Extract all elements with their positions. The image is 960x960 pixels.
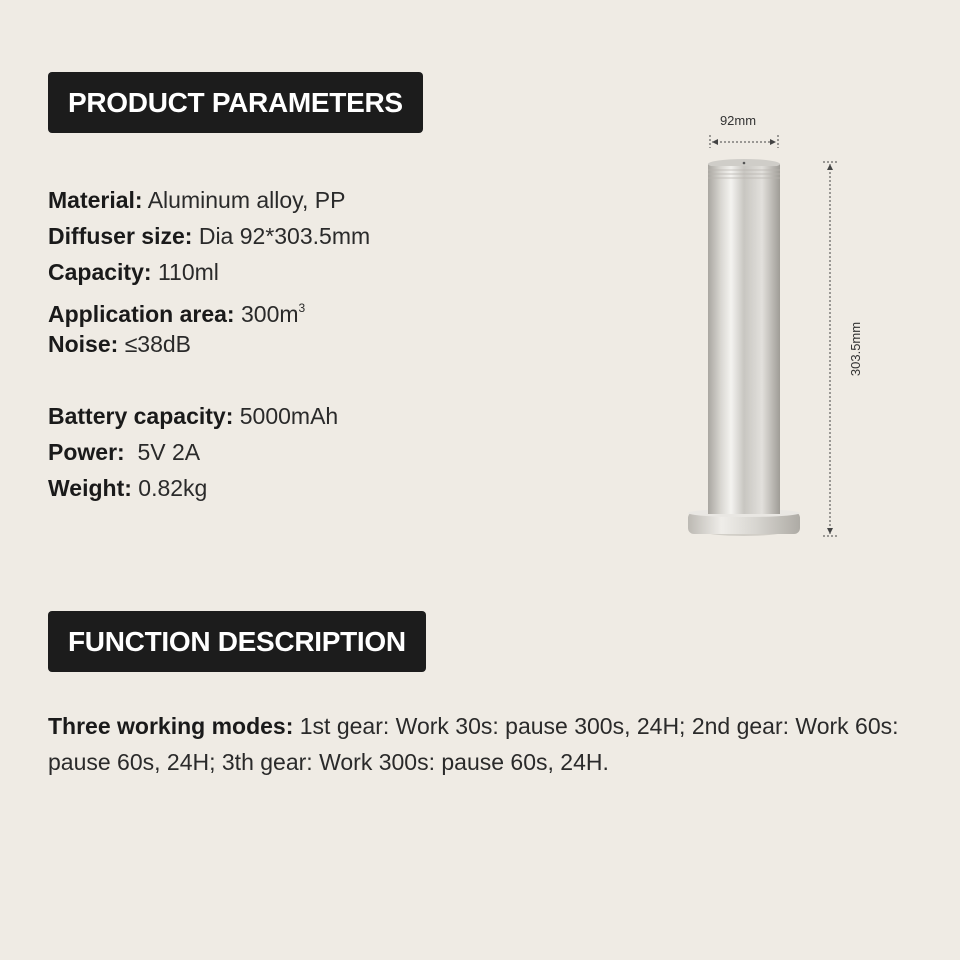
spec-row-material — [48, 182, 370, 218]
spec-row-weight — [48, 470, 370, 506]
diffuser-body — [688, 159, 800, 536]
modes-text: 1st gear: Work 30s: pause 300s, 24H; 2nd gear: Work 60s: pause 60s, 24H; 3th gear: Work 300s: pause 60s, 24H. — [48, 713, 899, 775]
spec-value: 5000mAh — [239, 403, 339, 429]
spec-label: Power: — [48, 439, 125, 465]
spec-label: Application area: — [48, 301, 235, 327]
spec-value: 110ml — [157, 259, 219, 285]
modes-label: Three working modes: — [48, 713, 294, 739]
spec-value-text: 300m — [241, 301, 299, 327]
product-parameters-heading: PRODUCT PARAMETERS — [48, 72, 423, 133]
spec-list — [48, 182, 370, 506]
spec-value: 5V 2A — [131, 439, 201, 465]
spec-label: Battery capacity: — [48, 403, 234, 429]
height-dimension — [823, 162, 863, 536]
diffuser-product-image — [660, 100, 880, 550]
spec-row-diffuser-size — [48, 218, 370, 254]
function-description-text — [48, 708, 908, 780]
width-label: 92mm — [719, 113, 757, 128]
spec-row-application-area — [48, 290, 370, 326]
spec-value: 0.82kg — [138, 475, 208, 501]
superscript: 3 — [298, 301, 306, 315]
spec-label: Diffuser size: — [48, 223, 193, 249]
width-dimension — [710, 113, 778, 148]
spec-label: Capacity: — [48, 259, 152, 285]
spec-row-power — [48, 434, 370, 470]
spec-row-battery-capacity — [48, 398, 370, 434]
height-label: 303.5mm — [848, 321, 863, 377]
spec-label: Material: — [48, 187, 143, 213]
spec-value: Dia 92*303.5mm — [198, 223, 371, 249]
spec-value: Aluminum alloy, PP — [147, 187, 346, 213]
spec-value — [241, 301, 305, 327]
spec-label: Weight: — [48, 475, 132, 501]
function-description-heading: FUNCTION DESCRIPTION — [48, 611, 426, 672]
spacer — [48, 362, 370, 398]
spec-row-noise — [48, 326, 370, 362]
spec-label: Noise: — [48, 331, 119, 357]
spec-value: ≤38dB — [124, 331, 192, 357]
spec-row-capacity — [48, 254, 370, 290]
